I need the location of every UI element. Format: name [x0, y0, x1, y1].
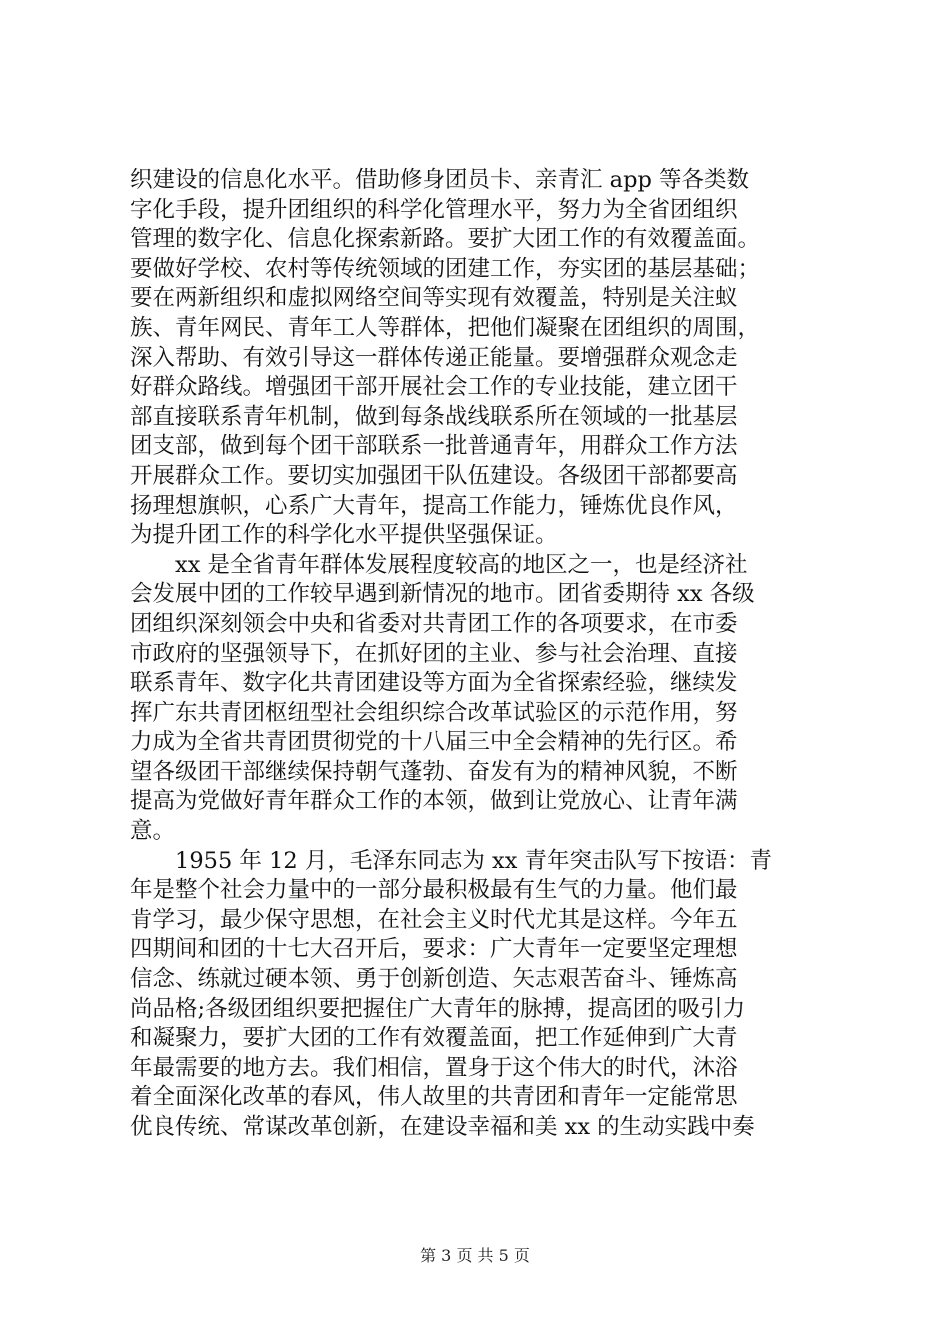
text-line: 提高为党做好青年群众工作的本领，做到让党放心、让青年满	[130, 788, 738, 815]
text-line: 市政府的坚强领导下，在抓好团的主业、参与社会治理、直接	[130, 640, 738, 667]
text-line: 意。	[130, 818, 176, 845]
text-line: 着全面深化改革的春风，伟人故里的共青团和青年一定能常思	[130, 1084, 738, 1111]
text-line: 为提升团工作的科学化水平提供坚强保证。	[130, 522, 558, 549]
text-line: 开展群众工作。要切实加强团干队伍建设。各级团干部都要高	[130, 462, 738, 489]
text-line: 团组织深刻领会中央和省委对共青团工作的各项要求，在市委	[130, 610, 738, 637]
text-line: 深入帮助、有效引导这一群体传递正能量。要增强群众观念走	[130, 344, 738, 371]
text-line: 族、青年网民、青年工人等群体，把他们凝聚在团组织的周围，	[130, 314, 761, 341]
text-line: 信念、练就过硬本领、勇于创新创造、矢志艰苦奋斗、锤炼高	[130, 966, 738, 993]
text-line: 1955 年 12 月，毛泽东同志为 xx 青年突击队写下按语：青	[175, 847, 773, 874]
text-line: 会发展中团的工作较早遇到新情况的地市。团省委期待 xx 各级	[130, 581, 755, 608]
page-footer: 第 3 页 共 5 页	[420, 1246, 530, 1265]
text-line: 管理的数字化、信息化探索新路。要扩大团工作的有效覆盖面。	[130, 226, 761, 253]
text-line: 好群众路线。增强团干部开展社会工作的专业技能，建立团干	[130, 374, 738, 401]
text-line: 要在两新组织和虚拟网络空间等实现有效覆盖，特别是关注蚁	[130, 285, 738, 312]
text-line: 团支部，做到每个团干部联系一批普通青年，用群众工作方法	[130, 433, 738, 460]
text-line: 四期间和团的十七大召开后，要求：广大青年一定要坚定理想	[130, 936, 738, 963]
text-line: 望各级团干部继续保持朝气蓬勃、奋发有为的精神风貌，不断	[130, 758, 738, 785]
text-line: 扬理想旗帜，心系广大青年，提高工作能力，锤炼优良作风，	[130, 492, 738, 519]
text-line: 肯学习，最少保守思想，在社会主义时代尤其是这样。今年五	[130, 906, 738, 933]
text-line: 力成为全省共青团贯彻党的十八届三中全会精神的先行区。希	[130, 729, 738, 756]
text-line: 联系青年、数字化共青团建设等方面为全省探索经验，继续发	[130, 670, 738, 697]
text-line: 年是整个社会力量中的一部分最积极最有生气的力量。他们最	[130, 877, 738, 904]
document-body	[130, 166, 830, 1143]
text-line: 字化手段，提升团组织的科学化管理水平，努力为全省团组织	[130, 196, 738, 223]
text-line: 和凝聚力，要扩大团的工作有效覆盖面，把工作延伸到广大青	[130, 1025, 738, 1052]
text-line: 优良传统、常谋改革创新，在建设幸福和美 xx 的生动实践中奏	[130, 1114, 755, 1140]
text-line: 织建设的信息化水平。借助修身团员卡、亲青汇 app 等各类数	[130, 167, 750, 193]
text-line: 尚品格;各级团组织要把握住广大青年的脉搏，提高团的吸引力	[130, 995, 746, 1022]
text-line: 挥广东共青团枢纽型社会组织综合改革试验区的示范作用，努	[130, 699, 738, 726]
text-line: 年最需要的地方去。我们相信，置身于这个伟大的时代，沐浴	[130, 1054, 738, 1081]
text-line: 要做好学校、农村等传统领域的团建工作，夯实团的基层基础；	[130, 255, 761, 282]
text-line: xx 是全省青年群体发展程度较高的地区之一，也是经济社	[175, 551, 748, 578]
text-line: 部直接联系青年机制，做到每条战线联系所在领域的一批基层	[130, 403, 738, 430]
